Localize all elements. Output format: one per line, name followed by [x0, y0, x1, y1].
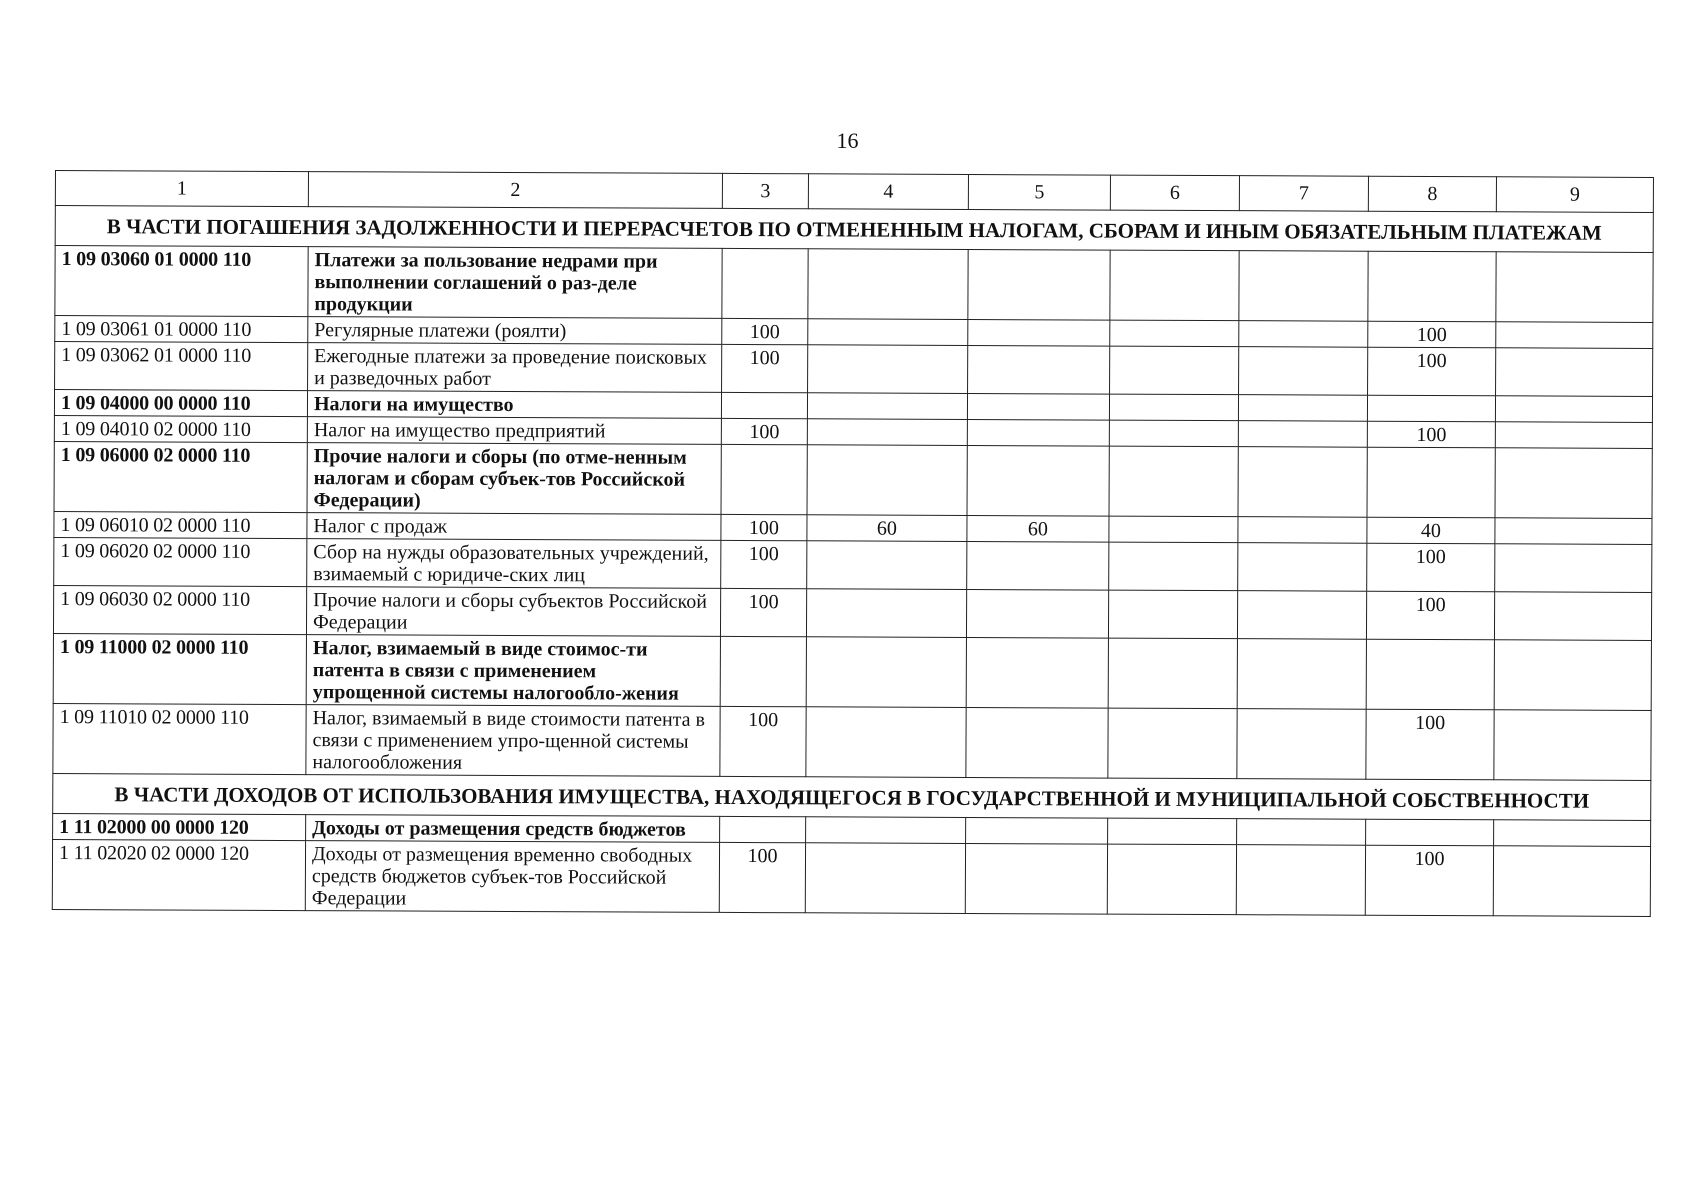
budget-code: 1 09 04010 02 0000 110 — [54, 415, 307, 442]
percent-cell-col5 — [967, 393, 1109, 420]
percent-cell-col6 — [1108, 590, 1237, 639]
percent-cell-col5: 60 — [967, 515, 1109, 542]
item-row — [54, 537, 1652, 592]
percent-cell-col8 — [1366, 639, 1494, 710]
percent-cell-col5 — [966, 589, 1108, 638]
percent-cell-col5 — [968, 249, 1110, 320]
revenue-distribution-table — [52, 170, 1654, 917]
section-title: В ЧАСТИ ПОГАШЕНИЯ ЗАДОЛЖЕННОСТИ И ПЕРЕРАСЧЕТОВ ПО ОТМЕНЕННЫМ НАЛОГАМ, СБОРАМ И ИНЫМ ОБЯЗАТЕЛЬНЫМ ПЛАТЕЖАМ — [55, 206, 1653, 253]
percent-cell-col9 — [1495, 518, 1652, 545]
percent-cell-col9 — [1495, 396, 1652, 423]
revenue-name: Налог с продаж — [307, 513, 721, 541]
revenue-name: Налог, взимаемый в виде стоимости патента в связи с применением упро-щенной системы налогообложения — [306, 705, 720, 777]
percent-cell-col3 — [720, 636, 806, 706]
percent-cell-col3 — [722, 248, 808, 318]
revenue-name: Налоги на имущество — [307, 391, 721, 419]
percent-cell-col7 — [1236, 845, 1365, 916]
budget-code: 1 09 06000 02 0000 110 — [54, 441, 307, 512]
budget-code: 1 09 11010 02 0000 110 — [53, 703, 306, 774]
percent-cell-col5 — [966, 637, 1108, 708]
budget-code: 1 09 03062 01 0000 110 — [55, 342, 308, 391]
column-number: 1 — [55, 171, 308, 207]
percent-cell-col9 — [1496, 252, 1653, 323]
percent-cell-col8: 100 — [1366, 709, 1494, 780]
percent-cell-col5 — [967, 419, 1109, 446]
page-number: 16 — [836, 128, 859, 153]
budget-code: 1 09 03060 01 0000 110 — [55, 246, 308, 317]
percent-cell-col6 — [1109, 394, 1238, 421]
percent-cell-col8: 100 — [1368, 321, 1496, 348]
percent-cell-col4 — [807, 445, 967, 516]
revenue-name: Платежи за пользование недрами при выполнении соглашений о раз-деле продукции — [308, 247, 722, 319]
percent-cell-col8: 100 — [1367, 421, 1495, 448]
revenue-name: Ежегодные платежи за проведение поисковых и разведочных работ — [308, 343, 722, 393]
budget-code: 1 09 04000 00 0000 110 — [54, 390, 307, 417]
percent-cell-col4 — [807, 393, 967, 420]
percent-cell-col9 — [1494, 710, 1651, 781]
percent-cell-col8: 100 — [1365, 845, 1493, 916]
budget-code: 1 09 06010 02 0000 110 — [54, 511, 307, 538]
percent-cell-col6 — [1108, 818, 1237, 845]
percent-cell-col7 — [1238, 543, 1367, 592]
percent-cell-col9 — [1493, 846, 1650, 917]
percent-cell-col7 — [1237, 819, 1366, 846]
percent-cell-col6 — [1110, 346, 1239, 395]
group-row — [55, 246, 1653, 323]
percent-cell-col5 — [966, 707, 1108, 778]
item-row — [55, 342, 1653, 397]
percent-cell-col9 — [1494, 820, 1651, 847]
budget-code: 1 09 06020 02 0000 110 — [54, 537, 307, 586]
percent-cell-col7 — [1237, 709, 1366, 780]
percent-cell-col7 — [1237, 639, 1366, 710]
section-title: В ЧАСТИ ДОХОДОВ ОТ ИСПОЛЬЗОВАНИЯ ИМУЩЕСТВА, НАХОДЯЩЕГОСЯ В ГОСУДАРСТВЕННОЙ И МУНИЦИПАЛЬНОЙ СОБСТВЕННОСТИ — [53, 773, 1651, 820]
percent-cell-col3: 100 — [721, 540, 807, 588]
column-number: 4 — [808, 174, 968, 210]
percent-cell-col7 — [1239, 347, 1368, 396]
budget-code: 1 09 11000 02 0000 110 — [53, 633, 306, 704]
percent-cell-col7 — [1238, 395, 1367, 422]
revenue-name: Сбор на нужды образовательных учреждений, взимаемый с юридиче-ских лиц — [307, 539, 721, 589]
percent-cell-col6 — [1109, 542, 1238, 591]
percent-cell-col4 — [807, 541, 967, 590]
item-row — [52, 839, 1650, 916]
percent-cell-col6 — [1110, 250, 1239, 321]
percent-cell-col5 — [965, 843, 1107, 914]
percent-cell-col4 — [806, 817, 966, 844]
percent-cell-col8 — [1367, 395, 1495, 422]
percent-cell-col4 — [808, 249, 968, 320]
revenue-name: Прочие налоги и сборы субъектов Российской Федерации — [306, 587, 720, 637]
percent-cell-col7 — [1239, 251, 1368, 322]
percent-cell-col5 — [967, 541, 1109, 590]
percent-cell-col4 — [806, 589, 966, 638]
section-header-row — [55, 206, 1653, 253]
percent-cell-col3: 100 — [720, 588, 806, 636]
column-number: 6 — [1110, 175, 1239, 211]
group-row — [54, 441, 1652, 518]
percent-cell-col8 — [1366, 819, 1494, 846]
percent-cell-col9 — [1494, 640, 1651, 711]
column-number: 9 — [1496, 177, 1653, 213]
column-number: 5 — [968, 174, 1110, 210]
percent-cell-col9 — [1495, 448, 1652, 519]
percent-cell-col9 — [1496, 348, 1653, 397]
percent-cell-col4 — [807, 419, 967, 446]
percent-cell-col8 — [1368, 251, 1496, 322]
percent-cell-col9 — [1495, 422, 1652, 449]
percent-cell-col3 — [721, 392, 807, 418]
percent-cell-col4 — [805, 843, 965, 914]
percent-cell-col8: 100 — [1368, 347, 1496, 396]
column-number: 3 — [722, 173, 808, 208]
revenue-name: Регулярные платежи (роялти) — [308, 317, 722, 345]
percent-cell-col8 — [1367, 447, 1495, 518]
revenue-name: Прочие налоги и сборы (по отме-ненным налогам и сборам субъек-тов Российской Федерации) — [307, 443, 721, 515]
percent-cell-col3: 100 — [720, 706, 806, 776]
percent-cell-col5 — [968, 319, 1110, 346]
percent-cell-col8: 40 — [1367, 517, 1495, 544]
percent-cell-col4: 60 — [807, 515, 967, 542]
percent-cell-col4 — [806, 637, 966, 708]
percent-cell-col3: 100 — [722, 318, 808, 344]
table-body — [52, 171, 1653, 917]
percent-cell-col4 — [808, 345, 968, 394]
percent-cell-col3: 100 — [721, 514, 807, 540]
percent-cell-col4 — [808, 319, 968, 346]
percent-cell-col3 — [720, 816, 806, 842]
revenue-name: Доходы от размещения средств бюджетов — [306, 815, 720, 843]
percent-cell-col7 — [1238, 447, 1367, 518]
percent-cell-col5 — [968, 345, 1110, 394]
percent-cell-col7 — [1239, 321, 1368, 348]
column-number: 8 — [1368, 176, 1496, 212]
budget-code: 1 09 06030 02 0000 110 — [53, 585, 306, 634]
percent-cell-col6 — [1109, 516, 1238, 543]
budget-code: 1 09 03061 01 0000 110 — [55, 316, 308, 343]
percent-cell-col9 — [1495, 544, 1652, 593]
percent-cell-col5 — [967, 445, 1109, 516]
percent-cell-col9 — [1496, 322, 1653, 349]
percent-cell-col6 — [1108, 638, 1237, 709]
percent-cell-col3: 100 — [722, 344, 808, 392]
item-row — [53, 585, 1651, 640]
percent-cell-col3: 100 — [721, 418, 807, 444]
group-row — [53, 633, 1651, 710]
percent-cell-col3 — [721, 444, 807, 514]
percent-cell-col6 — [1110, 320, 1239, 347]
budget-code: 1 11 02020 02 0000 120 — [52, 839, 305, 910]
percent-cell-col7 — [1237, 591, 1366, 640]
section-header-row — [53, 773, 1651, 820]
percent-cell-col5 — [966, 817, 1108, 844]
percent-cell-col7 — [1238, 517, 1367, 544]
percent-cell-col8: 100 — [1366, 591, 1494, 640]
percent-cell-col6 — [1108, 708, 1237, 779]
percent-cell-col3: 100 — [719, 842, 805, 912]
budget-code: 1 11 02000 00 0000 120 — [53, 813, 306, 840]
revenue-name: Налог, взимаемый в виде стоимос-ти патента в связи с применением упрощенной системы налогообло-жения — [306, 635, 720, 707]
percent-cell-col7 — [1238, 421, 1367, 448]
percent-cell-col9 — [1494, 592, 1651, 641]
percent-cell-col8: 100 — [1367, 543, 1495, 592]
percent-cell-col6 — [1107, 844, 1236, 915]
revenue-name: Налог на имущество предприятий — [307, 417, 721, 445]
column-number: 2 — [308, 172, 722, 209]
column-number: 7 — [1239, 176, 1368, 212]
item-row — [53, 703, 1651, 780]
percent-cell-col6 — [1109, 446, 1238, 517]
percent-cell-col4 — [806, 707, 966, 778]
percent-cell-col6 — [1109, 420, 1238, 447]
revenue-name: Доходы от размещения временно свободных средств бюджетов субъек-тов Российской Федерации — [305, 841, 719, 913]
